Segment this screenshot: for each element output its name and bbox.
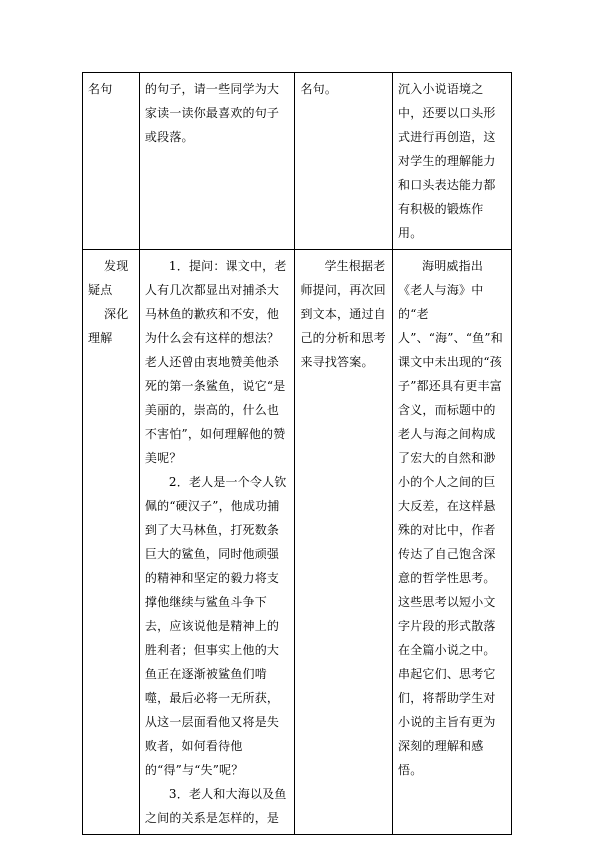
student-activity-cell xyxy=(295,73,393,250)
teacher-activity-cell xyxy=(139,250,295,835)
table-row xyxy=(83,73,512,250)
stage-cell xyxy=(83,250,140,835)
question-2: 2．老人是一个令人钦佩的“硬汉子”，他成功捕到了大马林鱼，打死数条巨大的鲨鱼，同时他顽强的精神和坚定的毅力将支撑他继续与鲨鱼斗争下去，应该说他是精神上的胜利者；但事实上他的大鱼正在逐渐被鲨鱼们啃噬，最后必将一无所获，从这一层面看他又将是失败者，如何看待他的“得”与“失”呢？ xyxy=(144,475,287,777)
stage-label-line2: 深化理解 xyxy=(88,307,129,345)
question-3: 3．老人和大海以及鱼之间的关系是怎样的，是 xyxy=(144,787,287,825)
stage-label: 名句 xyxy=(88,82,113,96)
design-intent-text: 沉入小说语境之中，还要以口头形式进行再创造，这对学生的理解能力和口头表达能力都有积极的锻炼作用。 xyxy=(398,82,496,240)
student-activity-cell xyxy=(295,250,393,835)
teacher-activity-cell xyxy=(139,73,295,250)
design-intent-text: 海明威指出《老人与海》中的“老人”、“海”、“鱼”和课文中未出现的“孩子”都还具有更丰富含义，而标题中的老人与海之间构成了宏大的自然和渺小的个人之间的巨大反差，在这样悬殊的对比中，作者传达了自己饱含深意的哲学性思考。这些思考以短小文字片段的形式散落在全篇小说之中。串起它们、思考它们，将帮助学生对小说的主旨有更为深刻的理解和感悟。 xyxy=(398,259,503,777)
lesson-plan-table xyxy=(82,72,512,835)
stage-cell xyxy=(83,73,140,250)
design-intent-cell xyxy=(393,73,512,250)
student-activity-text: 名句。 xyxy=(300,82,338,96)
question-1: 1．提问：课文中，老人有几次都显出对捕杀大马林鱼的歉疚和不安，他为什么会有这样的想法？老人还曾由衷地赞美他杀死的第一条鲨鱼，说它“是美丽的，崇高的，什么也不害怕”，如何理解他的赞美呢？ xyxy=(144,259,287,465)
student-activity-text: 学生根据老师提问，再次回到文本，通过自己的分析和思考来寻找答案。 xyxy=(300,259,386,369)
teacher-activity-text: 的句子，请一些同学为大家读一读你最喜欢的句子或段落。 xyxy=(144,82,280,144)
stage-label-line1: 发现疑点 xyxy=(88,259,129,297)
table-row xyxy=(83,250,512,835)
design-intent-cell xyxy=(393,250,512,835)
